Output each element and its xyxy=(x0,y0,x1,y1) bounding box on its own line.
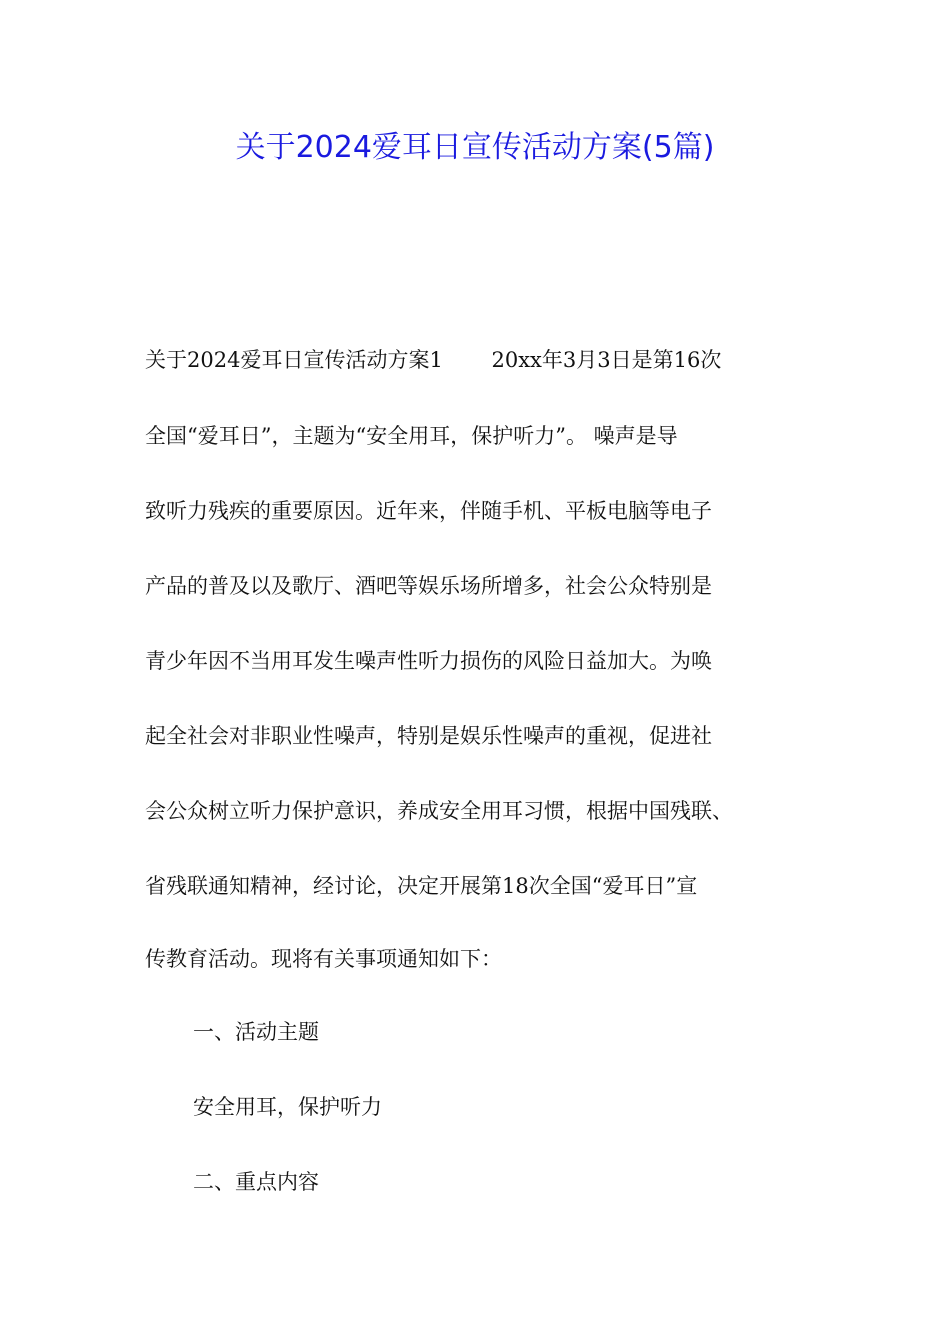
body-line-7: 会公众树立听力保护意识，养成安全用耳习惯，根据中国残联、 xyxy=(145,799,733,823)
body-line-4: 产品的普及以及歌厅、酒吧等娱乐场所增多，社会公众特别是 xyxy=(145,574,712,598)
section-heading-2: 二、重点内容 xyxy=(193,1170,319,1194)
body-line-3: 致听力残疾的重要原因。近年来，伴随手机、平板电脑等电子 xyxy=(145,499,712,523)
section-heading-1: 一、活动主题 xyxy=(193,1020,319,1044)
page-title: 关于2024爱耳日宣传活动方案(5篇) xyxy=(235,130,715,165)
body-line-6: 起全社会对非职业性噪声，特别是娱乐性噪声的重视，促进社 xyxy=(145,724,712,748)
body-line-5: 青少年因不当用耳发生噪声性听力损伤的风险日益加大。为唤 xyxy=(145,649,712,673)
body-line-9: 传教育活动。现将有关事项通知如下： xyxy=(145,947,502,971)
body-line-1: 关于2024爱耳日宣传活动方案1 20xx年3月3日是第16次 xyxy=(145,348,722,372)
section-text-1: 安全用耳，保护听力 xyxy=(193,1095,382,1119)
body-line-2: 全国“爱耳日”，主题为“安全用耳，保护听力”。 噪声是导 xyxy=(145,424,678,448)
body-line-8: 省残联通知精神，经讨论，决定开展第18次全国“爱耳日”宣 xyxy=(145,874,698,898)
